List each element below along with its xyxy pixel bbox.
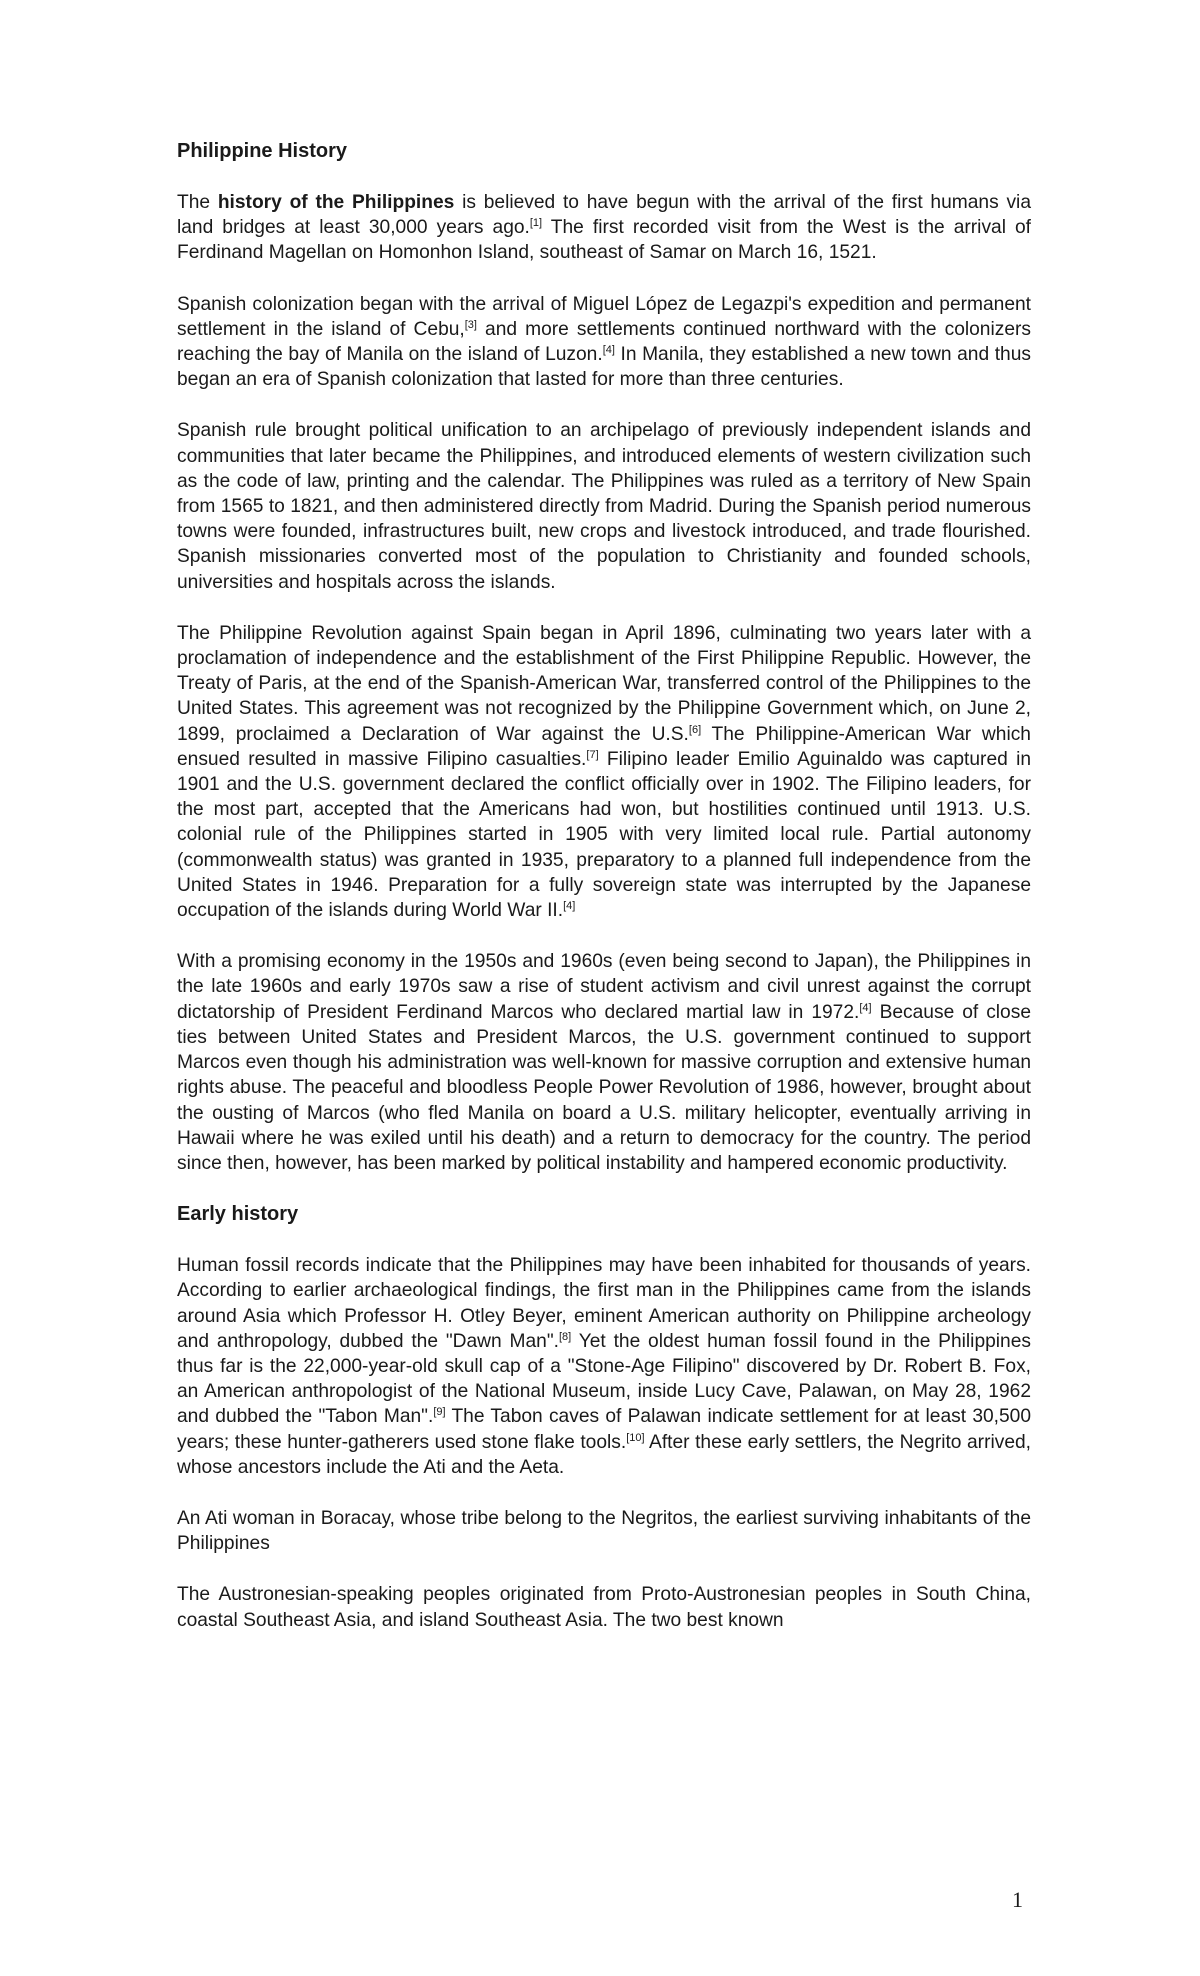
bold-term: history of the Philippines (217, 192, 455, 213)
text-run: The Philippine-American War which ensued resulted in massive Filipino casualties. (177, 723, 1031, 770)
text-run: Because of close ties between United States and President Marcos, the U.S. government continued to support Marcos even though his administration was well-known for massive corruption and extensive human rights abuse. The peaceful and bloodless People Power Revolution of 1986, however, brought about the ousting of Marcos (who fled Manila on board a U.S. military helicopter, eventually arriving in Hawaii where he was exiled until his death) and a return to democracy for the country. The period since then, however, has been marked by political instability and hampered economic productivity. (177, 1001, 1031, 1174)
text-run: Filipino leader Emilio Aguinaldo was captured in 1901 and the U.S. government declared the conflict officially over in 1902. The Filipino leaders, for the most part, accepted that the Americans had won, but hostilities continued until 1913. U.S. colonial rule of the Philippines started in 1905 with very limited local rule. Partial autonomy (commonwealth status) was granted in 1935, preparatory to a planned full independence from the United States in 1946. Preparation for a fully sovereign state was interrupted by the Japanese occupation of the islands during World War II. (177, 748, 1032, 922)
reference-link[interactable]: [8] (559, 1330, 572, 1343)
text-run: The Tabon caves of Palawan indicate settlement for at least 30,500 years; these hunter-gatherers used stone flake tools. (177, 1406, 1032, 1453)
text-run: and more settlements continued northward with the colonizers reaching the bay of Manila on the island of Luzon. (177, 318, 1031, 366)
text-run: The Austronesian-speaking peoples originated from Proto-Austronesian peoples in South China, coastal Southeast Asia, and island Southeast Asia. The two best known (177, 1584, 1031, 1631)
paragraph-austronesian (177, 1582, 1031, 1632)
page-number: 1 (1012, 1887, 1023, 1912)
reference-link[interactable]: [3] (464, 318, 477, 331)
paragraph-spanish-rule (177, 418, 1031, 594)
reference-link[interactable]: [6] (688, 723, 702, 736)
text-run: An Ati woman in Boracay, whose tribe belong to the Negritos, the earliest surviving inhabitants of the Philippines (177, 1507, 1031, 1555)
reference-link[interactable]: [10] (626, 1431, 645, 1444)
paragraph-marcos-era (177, 949, 1031, 1176)
section-title-early-history: Early history (177, 1203, 299, 1226)
reference-link[interactable]: [7] (586, 748, 599, 761)
document-page (177, 139, 1031, 1659)
text-run: The (177, 192, 218, 213)
document-title: Philippine History (177, 140, 348, 162)
paragraph-intro (177, 190, 1031, 266)
reference-link[interactable]: [4] (563, 900, 576, 913)
text-run: The first recorded visit from the West is the arrival of Ferdinand Magellan on Homonhon Island, southeast of Samar on March 16, 1521. (177, 217, 1032, 264)
text-run: After these early settlers, the Negrito arrived, whose ancestors include the Ati and the Aeta. (177, 1431, 1031, 1478)
text-run: Yet the oldest human fossil found in the Philippines thus far is the 22,000-year-old skull cap of a "Stone-Age Filipino" discovered by Dr. Robert B. Fox, an American anthropologist of the National Museum, inside Lucy Cave, Palawan, on May 28, 1962 and dubbed the "Tabon Man". (177, 1330, 1031, 1428)
text-run: The Philippine Revolution against Spain began in April 1896, culminating two years later with a proclamation of independence and the establishment of the First Philippine Republic. However, the Treaty of Paris, at the end of the Spanish-American War, transferred control of the Philippines to the United States. This agreement was not recognized by the Philippine Government which, on June 2, 1899, proclaimed a Declaration of War against the U.S. (177, 622, 1031, 745)
reference-link[interactable]: [4] (859, 1001, 872, 1014)
paragraph-ati-caption (177, 1506, 1031, 1556)
reference-link[interactable]: [9] (433, 1406, 446, 1419)
text-run: is believed to have begun with the arrival of the first humans via land bridges at least 30,000 years ago. (177, 192, 1031, 239)
paragraph-fossil-records (177, 1253, 1031, 1480)
text-run: Spanish rule brought political unification to an archipelago of previously independent islands and communities that later became the Philippines, and introduced elements of western civilization such as the code of law, printing and the calendar. The Philippines was ruled as a territory of New Spain from 1565 to 1821, and then administered directly from Madrid. During the Spanish period numerous towns were founded, infrastructures built, new crops and livestock introduced, and trade flourished. Spanish missionaries converted most of the population to Christianity and founded schools, universities and hospitals across the islands. (177, 420, 1031, 593)
text-run: In Manila, they established a new town and thus began an era of Spanish colonization that lasted for more than three centuries. (177, 344, 1031, 391)
reference-link[interactable]: [4] (602, 344, 615, 357)
text-run: With a promising economy in the 1950s and 1960s (even being second to Japan), the Philippines in the late 1960s and early 1970s saw a rise of student activism and civil unrest against the corrupt dictatorship of President Ferdinand Marcos who declared martial law in 1972. (177, 951, 1031, 1023)
text-run: Human fossil records indicate that the Philippines may have been inhabited for thousands of years. According to earlier archaeological findings, the first man in the Philippines came from the islands around Asia which Professor H. Otley Beyer, eminent American authority on Philippine archeology and anthropology, dubbed the "Dawn Man". (177, 1255, 1031, 1352)
text-run: Spanish colonization began with the arrival of Miguel López de Legazpi's expedition and permanent settlement in the island of Cebu, (177, 293, 1031, 340)
paragraph-spanish-colonization (177, 292, 1031, 393)
reference-link[interactable]: [1] (529, 217, 543, 230)
paragraph-revolution (177, 621, 1031, 923)
